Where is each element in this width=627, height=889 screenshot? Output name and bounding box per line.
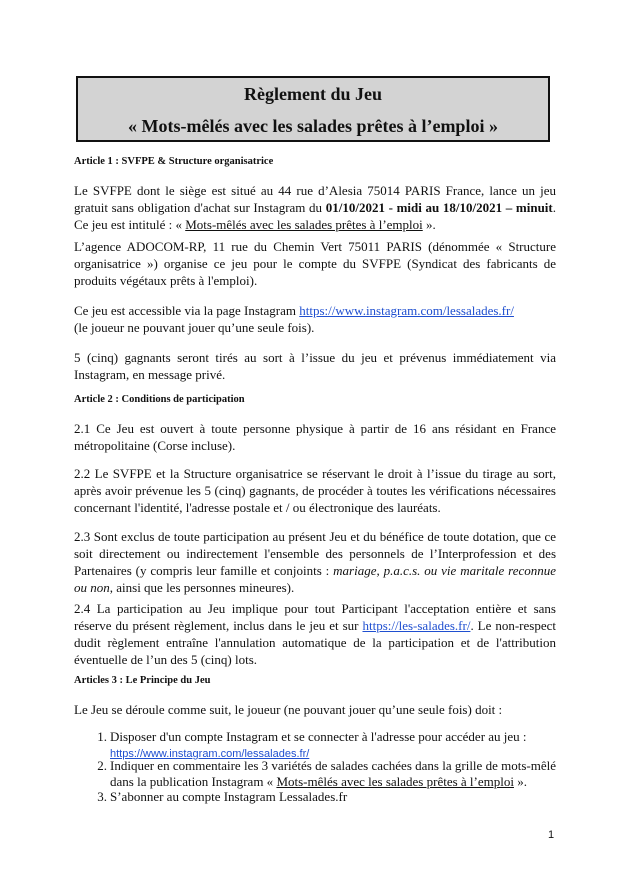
- list-item-2-end: ».: [513, 774, 527, 789]
- article-1-p3-text: Ce jeu est accessible via la page Instagram: [74, 303, 300, 318]
- article-2-paragraph-2: 2.2 Le SVFPE et la Structure organisatrice se réservant le droit à l’issue du tirage au sort, après avoir prévenue les 5 (cinq) gagnants, de procéder à toutes les vérifications nécessaires concernant l'identité, l'adresse postale et / ou électronique des lauréats.: [74, 466, 556, 515]
- article-1-p1-text: Le SVFPE dont le siège est situé au 44 rue d’Alesia 75014 PARIS France, lance un jeu gratuit sans obligation d'achat sur Instagram du: [74, 183, 556, 215]
- article-2-p4-end: . Le non-respect dudit règlement entraîne l'annulation automatique de la participation et de l'attribution éventuelle de l’un des 5 (cinq) lots.: [74, 618, 556, 667]
- article-1-p1-mid: . Ce jeu est intitulé : «: [74, 200, 556, 232]
- list-item-number: 1.: [97, 729, 107, 744]
- article-1-paragraph-2: L’agence ADOCOM-RP, 11 rue du Chemin Vert 75011 PARIS (dénommée « Structure organisatrice ») organise ce jeu pour le compte du SVFPE (Syndicat des fabricants de produits végétaux prêts à l'emploi).: [74, 239, 556, 288]
- list-item-2-text: Indiquer en commentaire les 3 variétés de salades cachées dans la grille de mots-mêlé dans la publication Instagram «: [110, 758, 556, 789]
- list-item-1-text: Disposer d'un compte Instagram et se connecter à l'adresse pour accéder au jeu :: [110, 729, 527, 744]
- game-dates: 01/10/2021 - midi au 18/10/2021 – minuit: [325, 200, 553, 215]
- article-3-intro: Le Jeu se déroule comme suit, le joueur (ne pouvant jouer qu’une seule fois) doit :: [74, 702, 503, 717]
- list-item: [93, 758, 556, 792]
- article-2-heading: Article 2 : Conditions de participation: [74, 394, 245, 405]
- document-title: Règlement du Jeu: [244, 84, 382, 104]
- article-1-paragraph-4: 5 (cinq) gagnants seront tirés au sort à l’issue du jeu et prévenus immédiatement via Instagram, en message privé.: [74, 350, 556, 382]
- article-1-paragraph-1: [74, 182, 556, 233]
- instagram-link[interactable]: https://www.instagram.com/lessalades.fr/: [299, 303, 514, 318]
- list-item-number: 3.: [97, 789, 107, 804]
- article-2-paragraph-1: 2.1 Ce Jeu est ouvert à toute personne physique à partir de 16 ans résidant en France métropolitaine (Corse incluse).: [74, 421, 556, 453]
- list-item: [93, 789, 556, 806]
- instagram-game-link[interactable]: https://www.instagram.com/lessalades.fr/: [110, 748, 310, 760]
- game-name: Mots-mêlés avec les salades prêtes à l’emploi: [185, 217, 423, 232]
- article-2-p3-italic: mariage, p.a.c.s. ou vie maritale reconnue ou non: [74, 563, 557, 595]
- article-1-heading: Article 1 : SVFPE & Structure organisatrice: [74, 156, 274, 167]
- article-2-p3-end: , ainsi que les personnes mineures).: [109, 580, 295, 595]
- article-1-p3-note: (le joueur ne pouvant jouer qu’une seule fois).: [74, 320, 315, 335]
- title-box: [76, 76, 550, 142]
- document-subtitle: « Mots-mêlés avec les salades prêtes à l’emploi »: [128, 116, 498, 136]
- article-2-paragraph-4: [74, 600, 556, 668]
- list-item-text: S’abonner au compte Instagram Lessalades.fr: [110, 789, 348, 804]
- list-item-number: 2.: [97, 758, 107, 773]
- article-1-p1-end: ».: [422, 217, 436, 232]
- les-salades-link[interactable]: https://les-salades.fr/: [362, 618, 471, 633]
- article-2-p3-text: 2.3 Sont exclus de toute participation au présent Jeu et du bénéfice de toute dotation, que ce soit directement ou indirectement l'ensemble des personnels de l’Interprofession et des Partenaires (y compris leur famille et conjoints :: [74, 529, 556, 578]
- page-number: 1: [548, 829, 555, 841]
- article-1-paragraph-3: [74, 302, 556, 336]
- article-2-p4-text: 2.4 La participation au Jeu implique pour tout Participant l'acceptation entière et sans réserve du présent règlement, inclus dans le jeu et sur: [74, 601, 556, 633]
- list-item-2-game-name: Mots-mêlés avec les salades prêtes à l’emploi: [276, 774, 514, 789]
- article-2-paragraph-3: [74, 528, 556, 596]
- article-3-heading: Articles 3 : Le Principe du Jeu: [74, 675, 211, 686]
- list-item-text: [110, 758, 556, 790]
